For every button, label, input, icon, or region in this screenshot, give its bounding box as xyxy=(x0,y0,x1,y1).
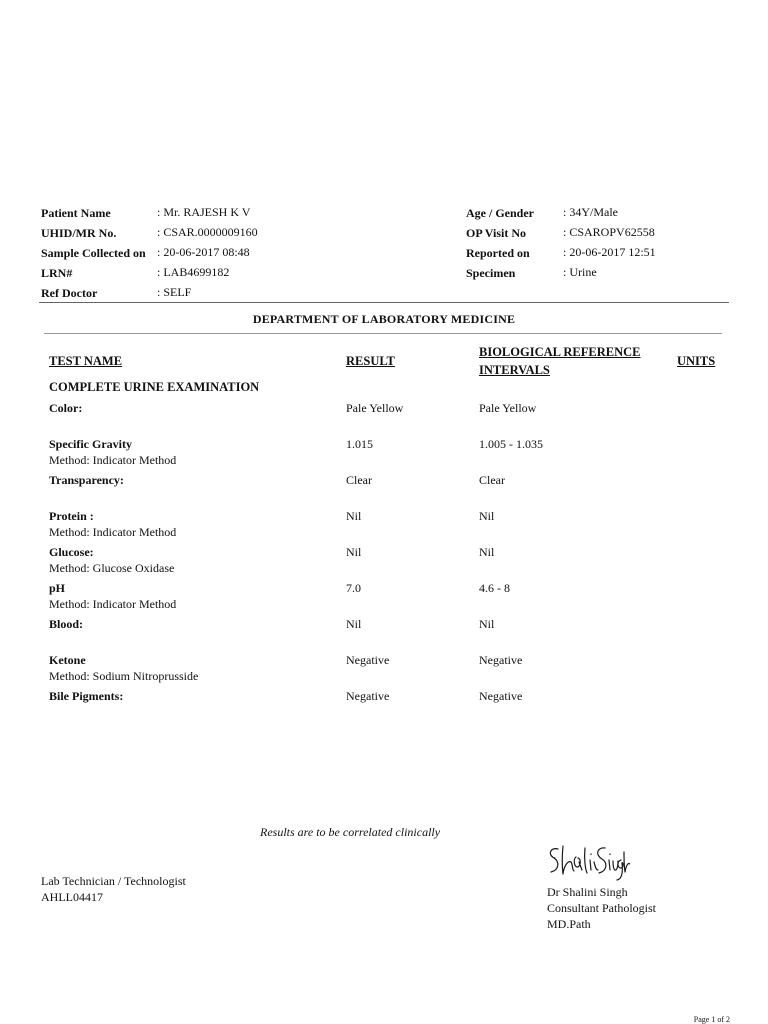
test-reference: 4.6 - 8 xyxy=(479,581,510,595)
test-name: Specific Gravity xyxy=(49,437,132,451)
test-result: Clear xyxy=(346,473,372,487)
column-test-name: TEST NAME xyxy=(49,354,123,368)
lrn-label: LRN# xyxy=(41,266,73,280)
test-name: Transparency: xyxy=(49,473,124,487)
test-reference: Nil xyxy=(479,617,495,631)
specimen-value: : Urine xyxy=(563,265,597,279)
header-divider xyxy=(39,302,729,303)
sample-collected-value: : 20-06-2017 08:48 xyxy=(157,245,250,259)
test-reference: Nil xyxy=(479,509,495,523)
test-result: 7.0 xyxy=(346,581,361,595)
sample-collected-label: Sample Collected on xyxy=(41,246,146,260)
column-result: RESULT xyxy=(346,354,395,368)
test-method: Method: Glucose Oxidase xyxy=(49,561,175,575)
reported-on-value: : 20-06-2017 12:51 xyxy=(563,245,656,259)
test-name: Blood: xyxy=(49,617,84,631)
age-gender-value: : 34Y/Male xyxy=(563,205,618,219)
test-method: Method: Indicator Method xyxy=(49,597,177,611)
ref-doctor-value: : SELF xyxy=(157,285,192,299)
test-name: Color: xyxy=(49,401,83,415)
signature-image xyxy=(545,842,630,882)
test-result: 1.015 xyxy=(346,437,373,451)
technician-title: Lab Technician / Technologist xyxy=(41,874,186,888)
test-reference: Nil xyxy=(479,545,495,559)
test-result: Pale Yellow xyxy=(346,401,404,415)
test-name: Glucose: xyxy=(49,545,94,559)
test-method: Method: Sodium Nitroprusside xyxy=(49,669,199,683)
uhid-value: : CSAR.0000009160 xyxy=(157,225,258,239)
age-gender-label: Age / Gender xyxy=(466,206,534,220)
test-name: Bile Pigments: xyxy=(49,689,124,703)
test-reference: Negative xyxy=(479,653,523,667)
clinical-note: Results are to be correlated clinically xyxy=(260,825,441,839)
column-reference-line2: INTERVALS xyxy=(479,363,550,377)
technician-id: AHLL04417 xyxy=(41,890,103,904)
test-result: Negative xyxy=(346,689,390,703)
section-title: COMPLETE URINE EXAMINATION xyxy=(49,380,260,394)
lrn-value: : LAB4699182 xyxy=(157,265,230,279)
test-reference: Clear xyxy=(479,473,505,487)
column-reference-line1: BIOLOGICAL REFERENCE xyxy=(479,345,641,359)
test-name: Ketone xyxy=(49,653,86,667)
pathologist-title: Consultant Pathologist xyxy=(547,901,657,915)
pathologist-block xyxy=(547,884,656,932)
test-method: Method: Indicator Method xyxy=(49,525,177,539)
test-name: Protein : xyxy=(49,509,94,523)
page-number: Page 1 of 2 xyxy=(693,1015,730,1024)
column-units: UNITS xyxy=(677,354,716,368)
test-result: Negative xyxy=(346,653,390,667)
test-result: Nil xyxy=(346,545,362,559)
specimen-label: Specimen xyxy=(466,266,516,280)
op-visit-value: : CSAROPV62558 xyxy=(563,225,655,239)
test-reference: 1.005 - 1.035 xyxy=(479,437,543,451)
uhid-label: UHID/MR No. xyxy=(41,226,117,240)
ref-doctor-label: Ref Doctor xyxy=(41,286,98,300)
department-title: DEPARTMENT OF LABORATORY MEDICINE xyxy=(252,312,516,326)
test-result: Nil xyxy=(346,509,362,523)
test-method: Method: Indicator Method xyxy=(49,453,177,467)
pathologist-degree: MD.Path xyxy=(547,917,591,931)
technician-block xyxy=(41,873,186,905)
test-reference: Pale Yellow xyxy=(479,401,537,415)
test-name: pH xyxy=(49,581,66,595)
op-visit-label: OP Visit No xyxy=(466,226,527,240)
patient-name-label: Patient Name xyxy=(41,206,111,220)
pathologist-name: Dr Shalini Singh xyxy=(547,885,628,899)
department-divider xyxy=(44,333,722,334)
patient-name-value: : Mr. RAJESH K V xyxy=(157,205,251,219)
test-result: Nil xyxy=(346,617,362,631)
test-reference: Negative xyxy=(479,689,523,703)
reported-on-label: Reported on xyxy=(466,246,530,260)
